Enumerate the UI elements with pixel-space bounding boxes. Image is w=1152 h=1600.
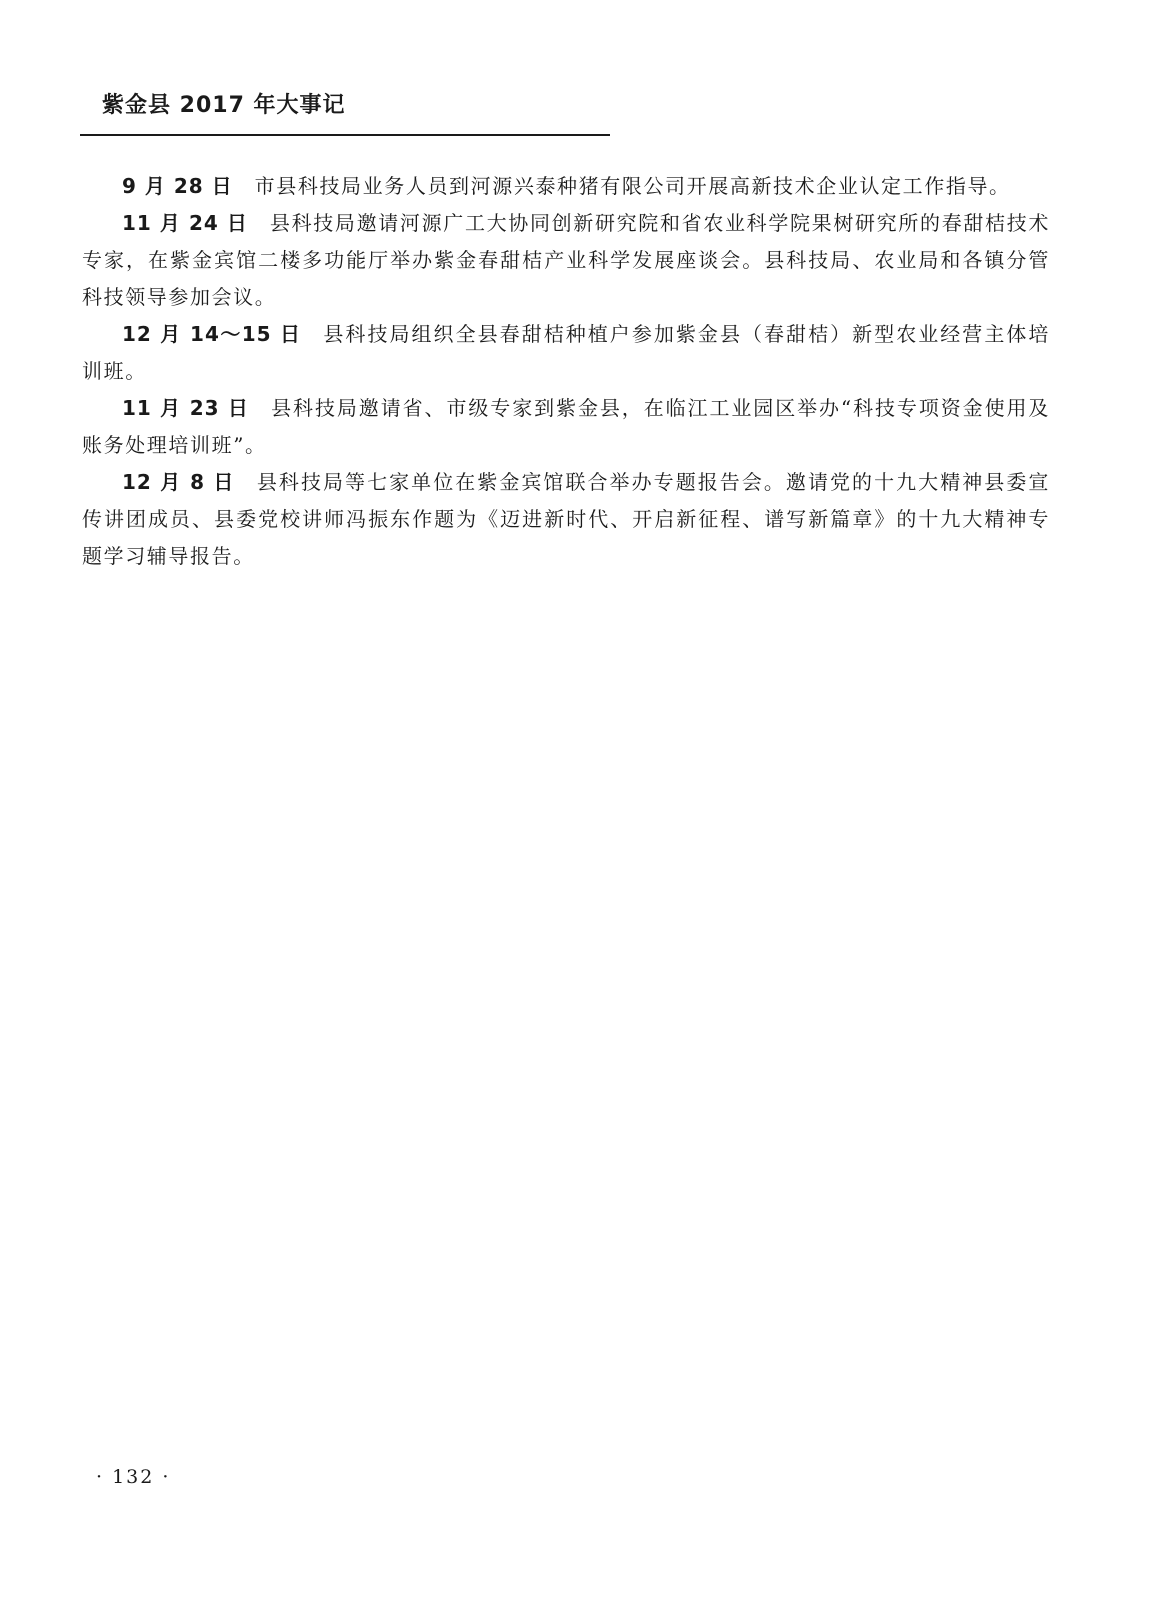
entry-text: 县科技局等七家单位在紫金宾馆联合举办专题报告会。邀请党的十九大精神县委宣传讲团成员、县委党校讲师冯振东作题为《迈进新时代、开启新征程、谱写新篇章》的十九大精神专题学习辅导报告。 <box>82 470 1050 568</box>
entry-text: 市县科技局业务人员到河源兴泰种猪有限公司开展高新技术企业认定工作指导。 <box>254 174 1011 198</box>
entry-date: 12 月 14～15 日 <box>122 322 302 346</box>
running-title: 紫金县 2017 年大事记 <box>102 93 346 118</box>
entry-text: 县科技局组织全县春甜桔种植户参加紫金县（春甜桔）新型农业经营主体培训班。 <box>82 322 1050 383</box>
entry-date: 11 月 24 日 <box>122 211 248 235</box>
page-header <box>80 86 610 136</box>
header-rule <box>80 134 610 136</box>
entry-date: 9 月 28 日 <box>122 174 233 198</box>
entry-text: 县科技局邀请河源广工大协同创新研究院和省农业科学院果树研究所的春甜桔技术专家，在紫金宾馆二楼多功能厅举办紫金春甜桔产业科学发展座谈会。县科技局、农业局和各镇分管科技领导参加会议。 <box>82 211 1050 309</box>
chronicle-entry <box>82 390 1050 464</box>
chronicle-entry <box>82 464 1050 575</box>
chronicle-entry <box>82 168 1050 205</box>
entry-text: 县科技局邀请省、市级专家到紫金县，在临江工业园区举办“科技专项资金使用及账务处理培训班”。 <box>82 396 1050 457</box>
entry-date: 11 月 23 日 <box>122 396 250 420</box>
chronicle-entry <box>82 316 1050 390</box>
page-number: · 132 · <box>96 1466 171 1488</box>
entry-date: 12 月 8 日 <box>122 470 235 494</box>
chronicle-body <box>82 168 1050 575</box>
chronicle-entry <box>82 205 1050 316</box>
